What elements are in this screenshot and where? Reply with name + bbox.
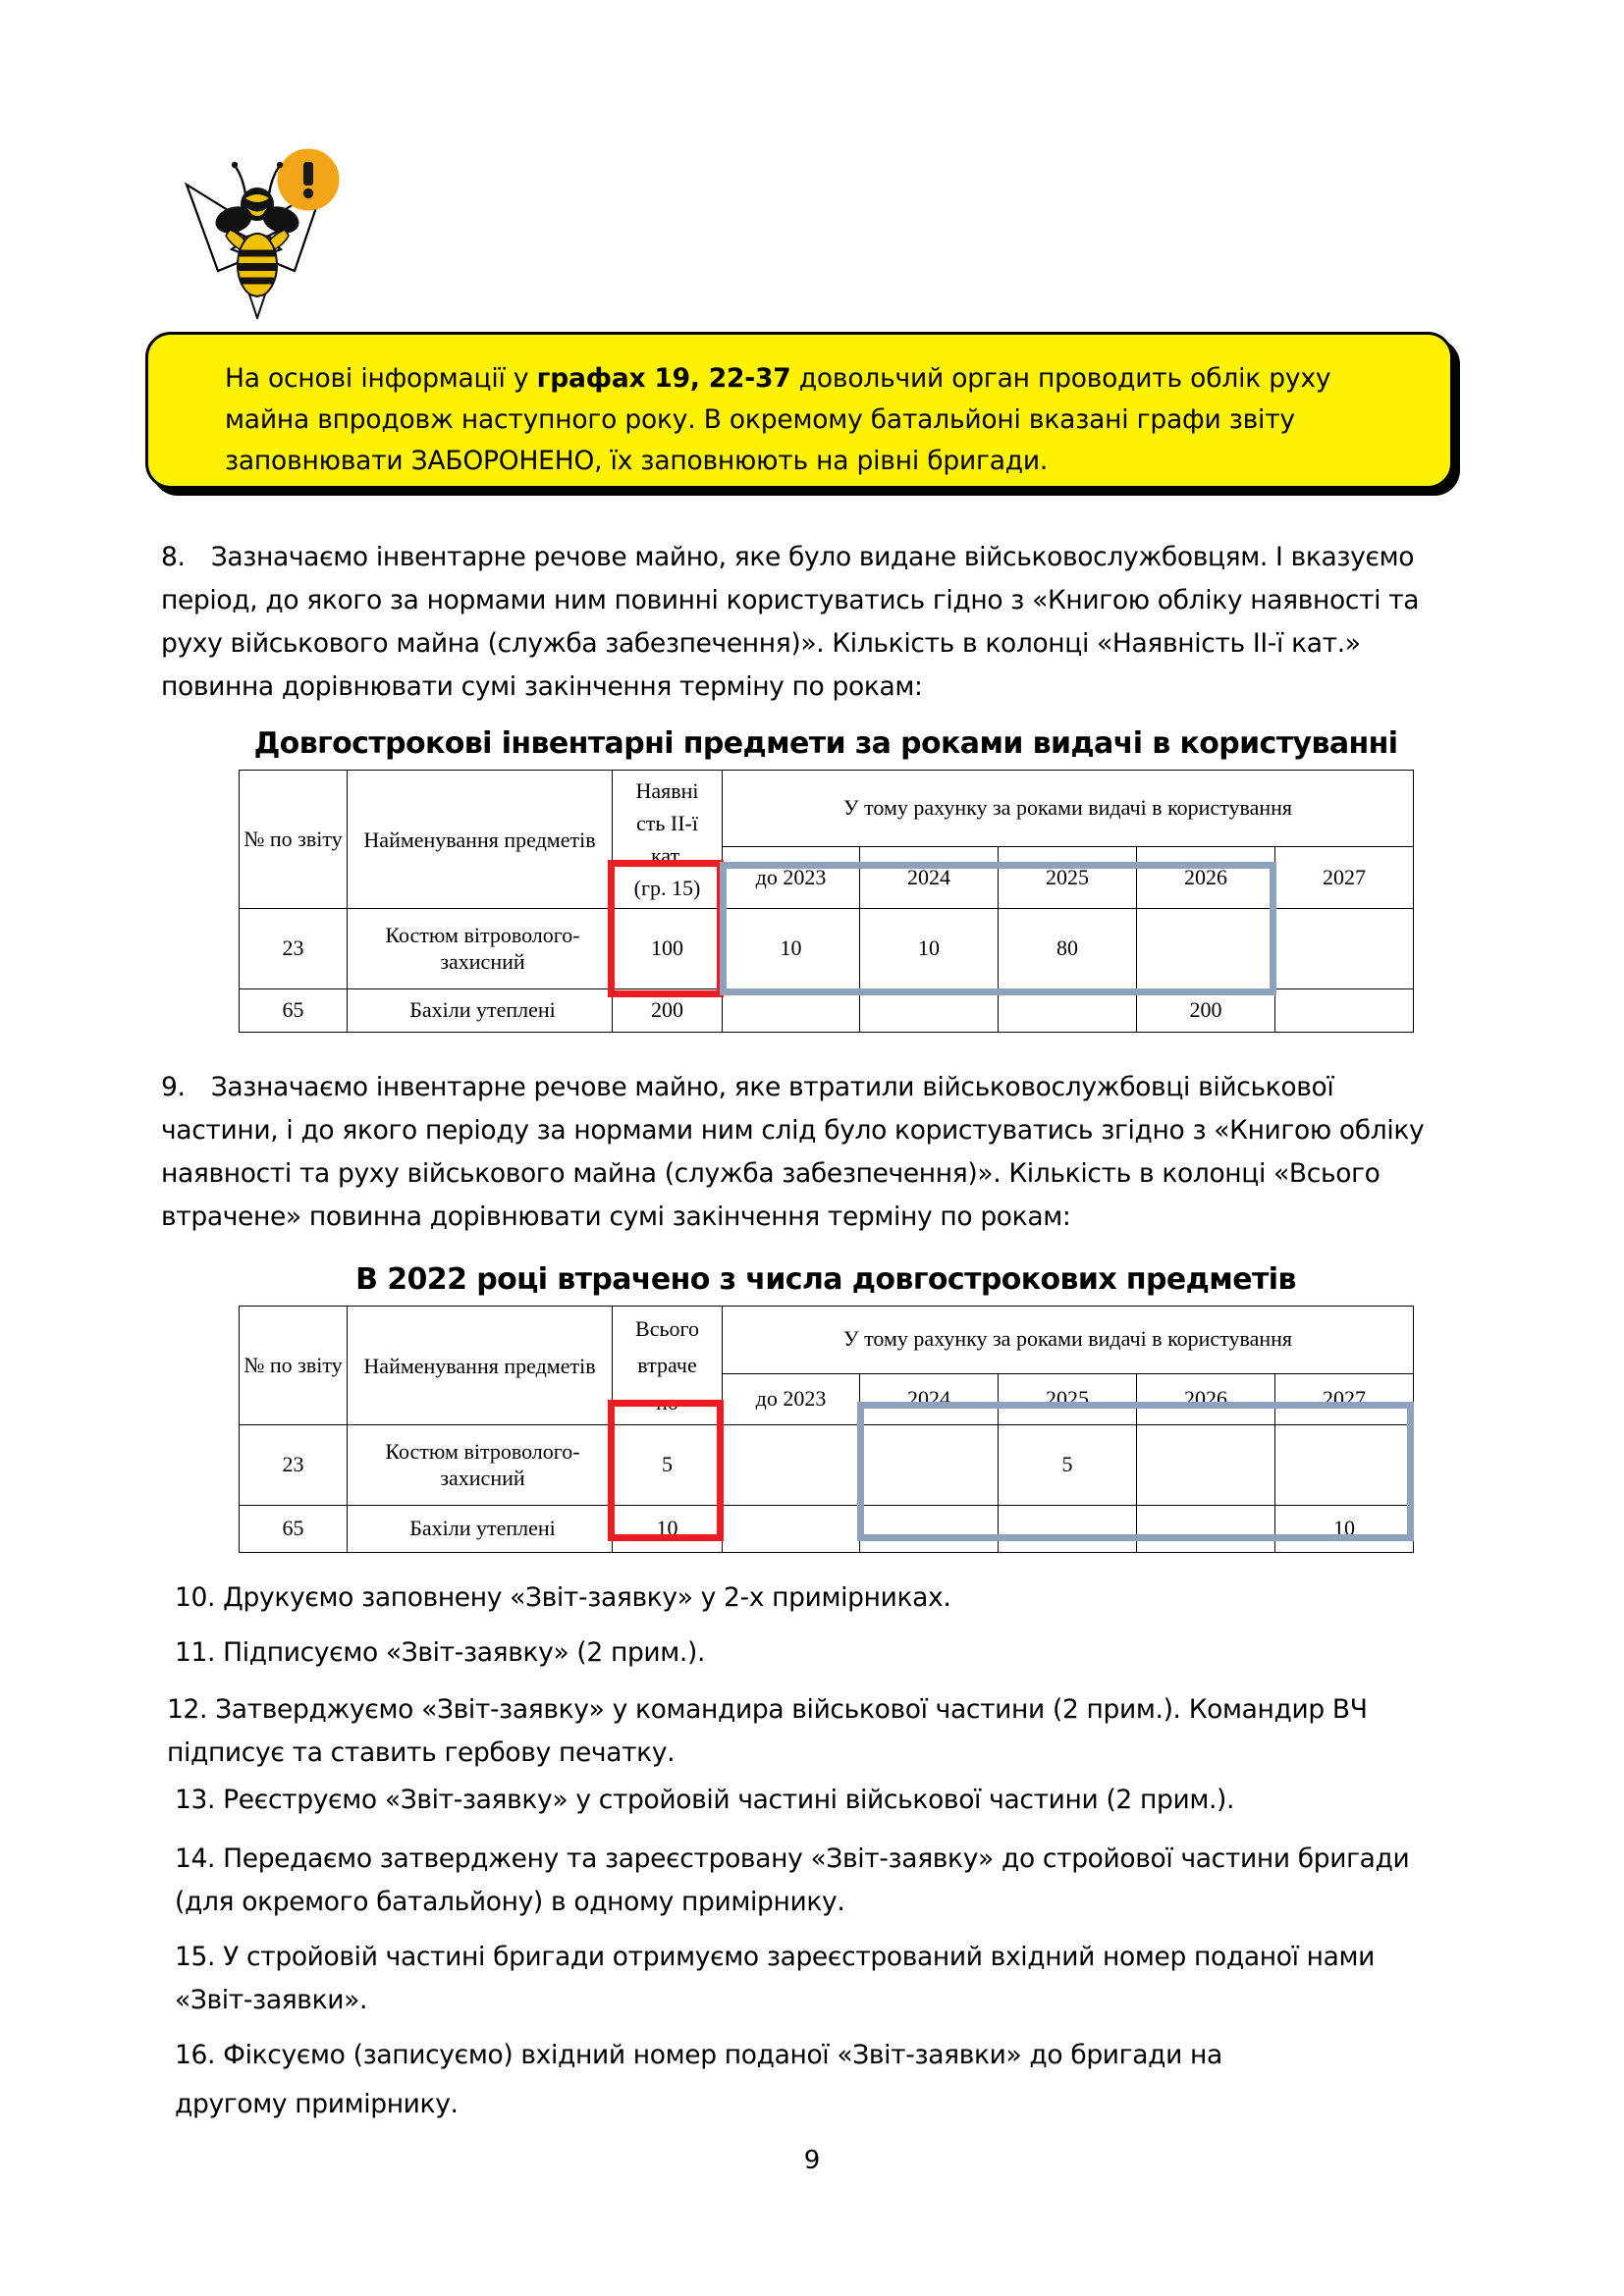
t1-year-header-4: 2027 bbox=[1275, 846, 1414, 908]
t2-r1-number: 65 bbox=[240, 1506, 348, 1553]
t2-r0-number: 23 bbox=[240, 1425, 348, 1506]
t1-r1-year-0 bbox=[723, 989, 860, 1033]
t1-group-header: У тому рахунку за роками видачі в користування bbox=[723, 771, 1414, 847]
table-2 bbox=[239, 1306, 1414, 1553]
warning-callout-box bbox=[145, 332, 1453, 489]
table-1-title: Довгострокові інвентарні предмети за роками видачі в користуванні bbox=[253, 726, 1398, 761]
t2-total-line1: Всього bbox=[635, 1316, 699, 1341]
t2-col-total-header bbox=[613, 1307, 723, 1425]
t2-r1-year-3 bbox=[1137, 1506, 1275, 1553]
list-item-12: 12. Затверджуємо «Звіт-заявку» у командира військової частини (2 прим.). Командир ВЧ підписує та ставить гербову печатку. bbox=[167, 1694, 1368, 1768]
table-2-header-row-1 bbox=[240, 1307, 1414, 1374]
t1-r0-number: 23 bbox=[240, 909, 348, 989]
t1-year-header-2: 2025 bbox=[999, 846, 1137, 908]
list-item-16-continued: другому примірнику. bbox=[175, 2089, 459, 2119]
t1-r1-name: Бахіли утеплені bbox=[348, 989, 613, 1033]
t1-r0-year-2: 80 bbox=[999, 909, 1137, 989]
t1-r1-year-3: 200 bbox=[1137, 989, 1275, 1033]
bee-with-exclamation-icon bbox=[175, 147, 401, 319]
t2-r0-year-4 bbox=[1275, 1425, 1414, 1506]
paragraph-9: 9. Зазначаємо інвентарне речове майно, яке втратили військовослужбовці військової частини, і до якого періоду за нормами ним слід було користуватись згідно з «Книгою обліку наявності та руху військового майна (служба забезпечення)». Кількість в колонці «Всього втрачене» повинна дорівнювати сумі закінчення терміну по рокам: bbox=[161, 1072, 1425, 1232]
t1-col-name-header: Найменування предметів bbox=[348, 771, 613, 909]
list-item-13: 13. Реєструємо «Звіт-заявку» у стройовій частині військової частини (2 прим.). bbox=[175, 1785, 1235, 1815]
table-row bbox=[240, 1425, 1414, 1506]
callout-segment-3: довольчий орган проводить облік руху майна впродовж наступного року. В окремому батальйоні вказані графи звіту заповнювати ЗАБОРОНЕНО, їх заповнюють на рівні бригади. bbox=[225, 363, 1331, 476]
t1-col-number-header: № по звіту bbox=[240, 771, 348, 909]
t2-r0-total: 5 bbox=[613, 1425, 723, 1506]
t2-r0-year-1 bbox=[860, 1425, 999, 1506]
t2-year-header-1: 2024 bbox=[860, 1373, 999, 1424]
list-item-15: 15. У стройовій частині бригади отримуємо зареєстрований вхідний номер поданої нами «Звіт-заявки». bbox=[175, 1942, 1376, 2015]
t2-r1-year-1 bbox=[860, 1506, 999, 1553]
callout-segment-1: На основі інформації у bbox=[225, 363, 537, 394]
page-number: 9 bbox=[803, 2146, 821, 2175]
t1-total-line3: кат. bbox=[650, 843, 683, 868]
t1-year-header-1: 2024 bbox=[860, 846, 999, 908]
paragraph-8: 8. Зазначаємо інвентарне речове майно, яке було видане військовослужбовцям. І вказуємо період, до якого за нормами ним повинні користуватись гідно з «Книгою обліку наявності та руху військового майна (служба забезпечення)». Кількість в колонці «Наявність II-ї кат.» повинна дорівнювати сумі закінчення терміну по рокам: bbox=[161, 542, 1420, 702]
t2-r1-year-2 bbox=[999, 1506, 1137, 1553]
t1-r1-number: 65 bbox=[240, 989, 348, 1033]
t1-year-header-0: до 2023 bbox=[723, 846, 860, 908]
t1-r1-year-4 bbox=[1275, 989, 1414, 1033]
table-1-block bbox=[239, 726, 1413, 1033]
t2-r0-year-3 bbox=[1137, 1425, 1275, 1506]
t2-group-header: У тому рахунку за роками видачі в користування bbox=[723, 1307, 1414, 1374]
t2-r1-year-4: 10 bbox=[1275, 1506, 1414, 1553]
t2-r1-total: 10 bbox=[613, 1506, 723, 1553]
t1-r0-year-1: 10 bbox=[860, 909, 999, 989]
t1-total-line2: сть II-ї bbox=[635, 811, 698, 835]
t1-year-header-3: 2026 bbox=[1137, 846, 1275, 908]
t1-r1-year-2 bbox=[999, 989, 1137, 1033]
t2-col-name-header: Найменування предметів bbox=[348, 1307, 613, 1425]
t2-year-header-0: до 2023 bbox=[723, 1373, 860, 1424]
t2-year-header-3: 2026 bbox=[1137, 1373, 1275, 1424]
t1-r1-total: 200 bbox=[613, 989, 723, 1033]
t2-year-header-2: 2025 bbox=[999, 1373, 1137, 1424]
t2-r0-year-0 bbox=[723, 1425, 860, 1506]
table-row bbox=[240, 1506, 1414, 1553]
table-row bbox=[240, 989, 1414, 1033]
t1-r0-year-3 bbox=[1137, 909, 1275, 989]
t1-r0-name: Костюм вітроволого-захисний bbox=[348, 909, 613, 989]
list-item-11: 11. Підписуємо «Звіт-заявку» (2 прим.). bbox=[175, 1637, 706, 1668]
t2-col-number-header: № по звіту bbox=[240, 1307, 348, 1425]
t1-r0-year-0: 10 bbox=[723, 909, 860, 989]
t1-r0-year-4 bbox=[1275, 909, 1414, 989]
list-item-14: 14. Передаємо затверджену та зареєстровану «Звіт-заявку» до стройової частини бригади (для окремого батальйону) в одному примірнику. bbox=[175, 1843, 1410, 1917]
list-item-16: 16. Фіксуємо (записуємо) вхідний номер поданої «Звіт-заявки» до бригади на bbox=[175, 2040, 1222, 2070]
table-row bbox=[240, 909, 1414, 989]
t1-total-line1: Наявні bbox=[635, 778, 699, 803]
t2-r1-name: Бахіли утеплені bbox=[348, 1506, 613, 1553]
t2-r0-name: Костюм вітроволого-захисний bbox=[348, 1425, 613, 1506]
t2-r0-year-2: 5 bbox=[999, 1425, 1137, 1506]
t1-r1-year-1 bbox=[860, 989, 999, 1033]
table-2-title: В 2022 році втрачено з числа довгострокових предметів bbox=[355, 1262, 1296, 1297]
t2-r1-year-0 bbox=[723, 1506, 860, 1553]
t2-total-line2: втраче bbox=[637, 1353, 697, 1378]
t2-year-header-4: 2027 bbox=[1275, 1373, 1414, 1424]
callout-text bbox=[225, 358, 1417, 482]
table-1 bbox=[239, 770, 1414, 1033]
table-1-header-row-1 bbox=[240, 771, 1414, 847]
t2-total-line3: но bbox=[656, 1389, 678, 1415]
t1-r0-total: 100 bbox=[613, 909, 723, 989]
callout-segment-bold: графах 19, 22-37 bbox=[536, 363, 791, 394]
list-item-10: 10. Друкуємо заповнену «Звіт-заявку» у 2-х примірниках. bbox=[175, 1582, 951, 1613]
t1-col-total-header bbox=[613, 771, 723, 909]
t1-total-line4: (гр. 15) bbox=[633, 876, 701, 900]
table-2-block bbox=[239, 1262, 1413, 1553]
